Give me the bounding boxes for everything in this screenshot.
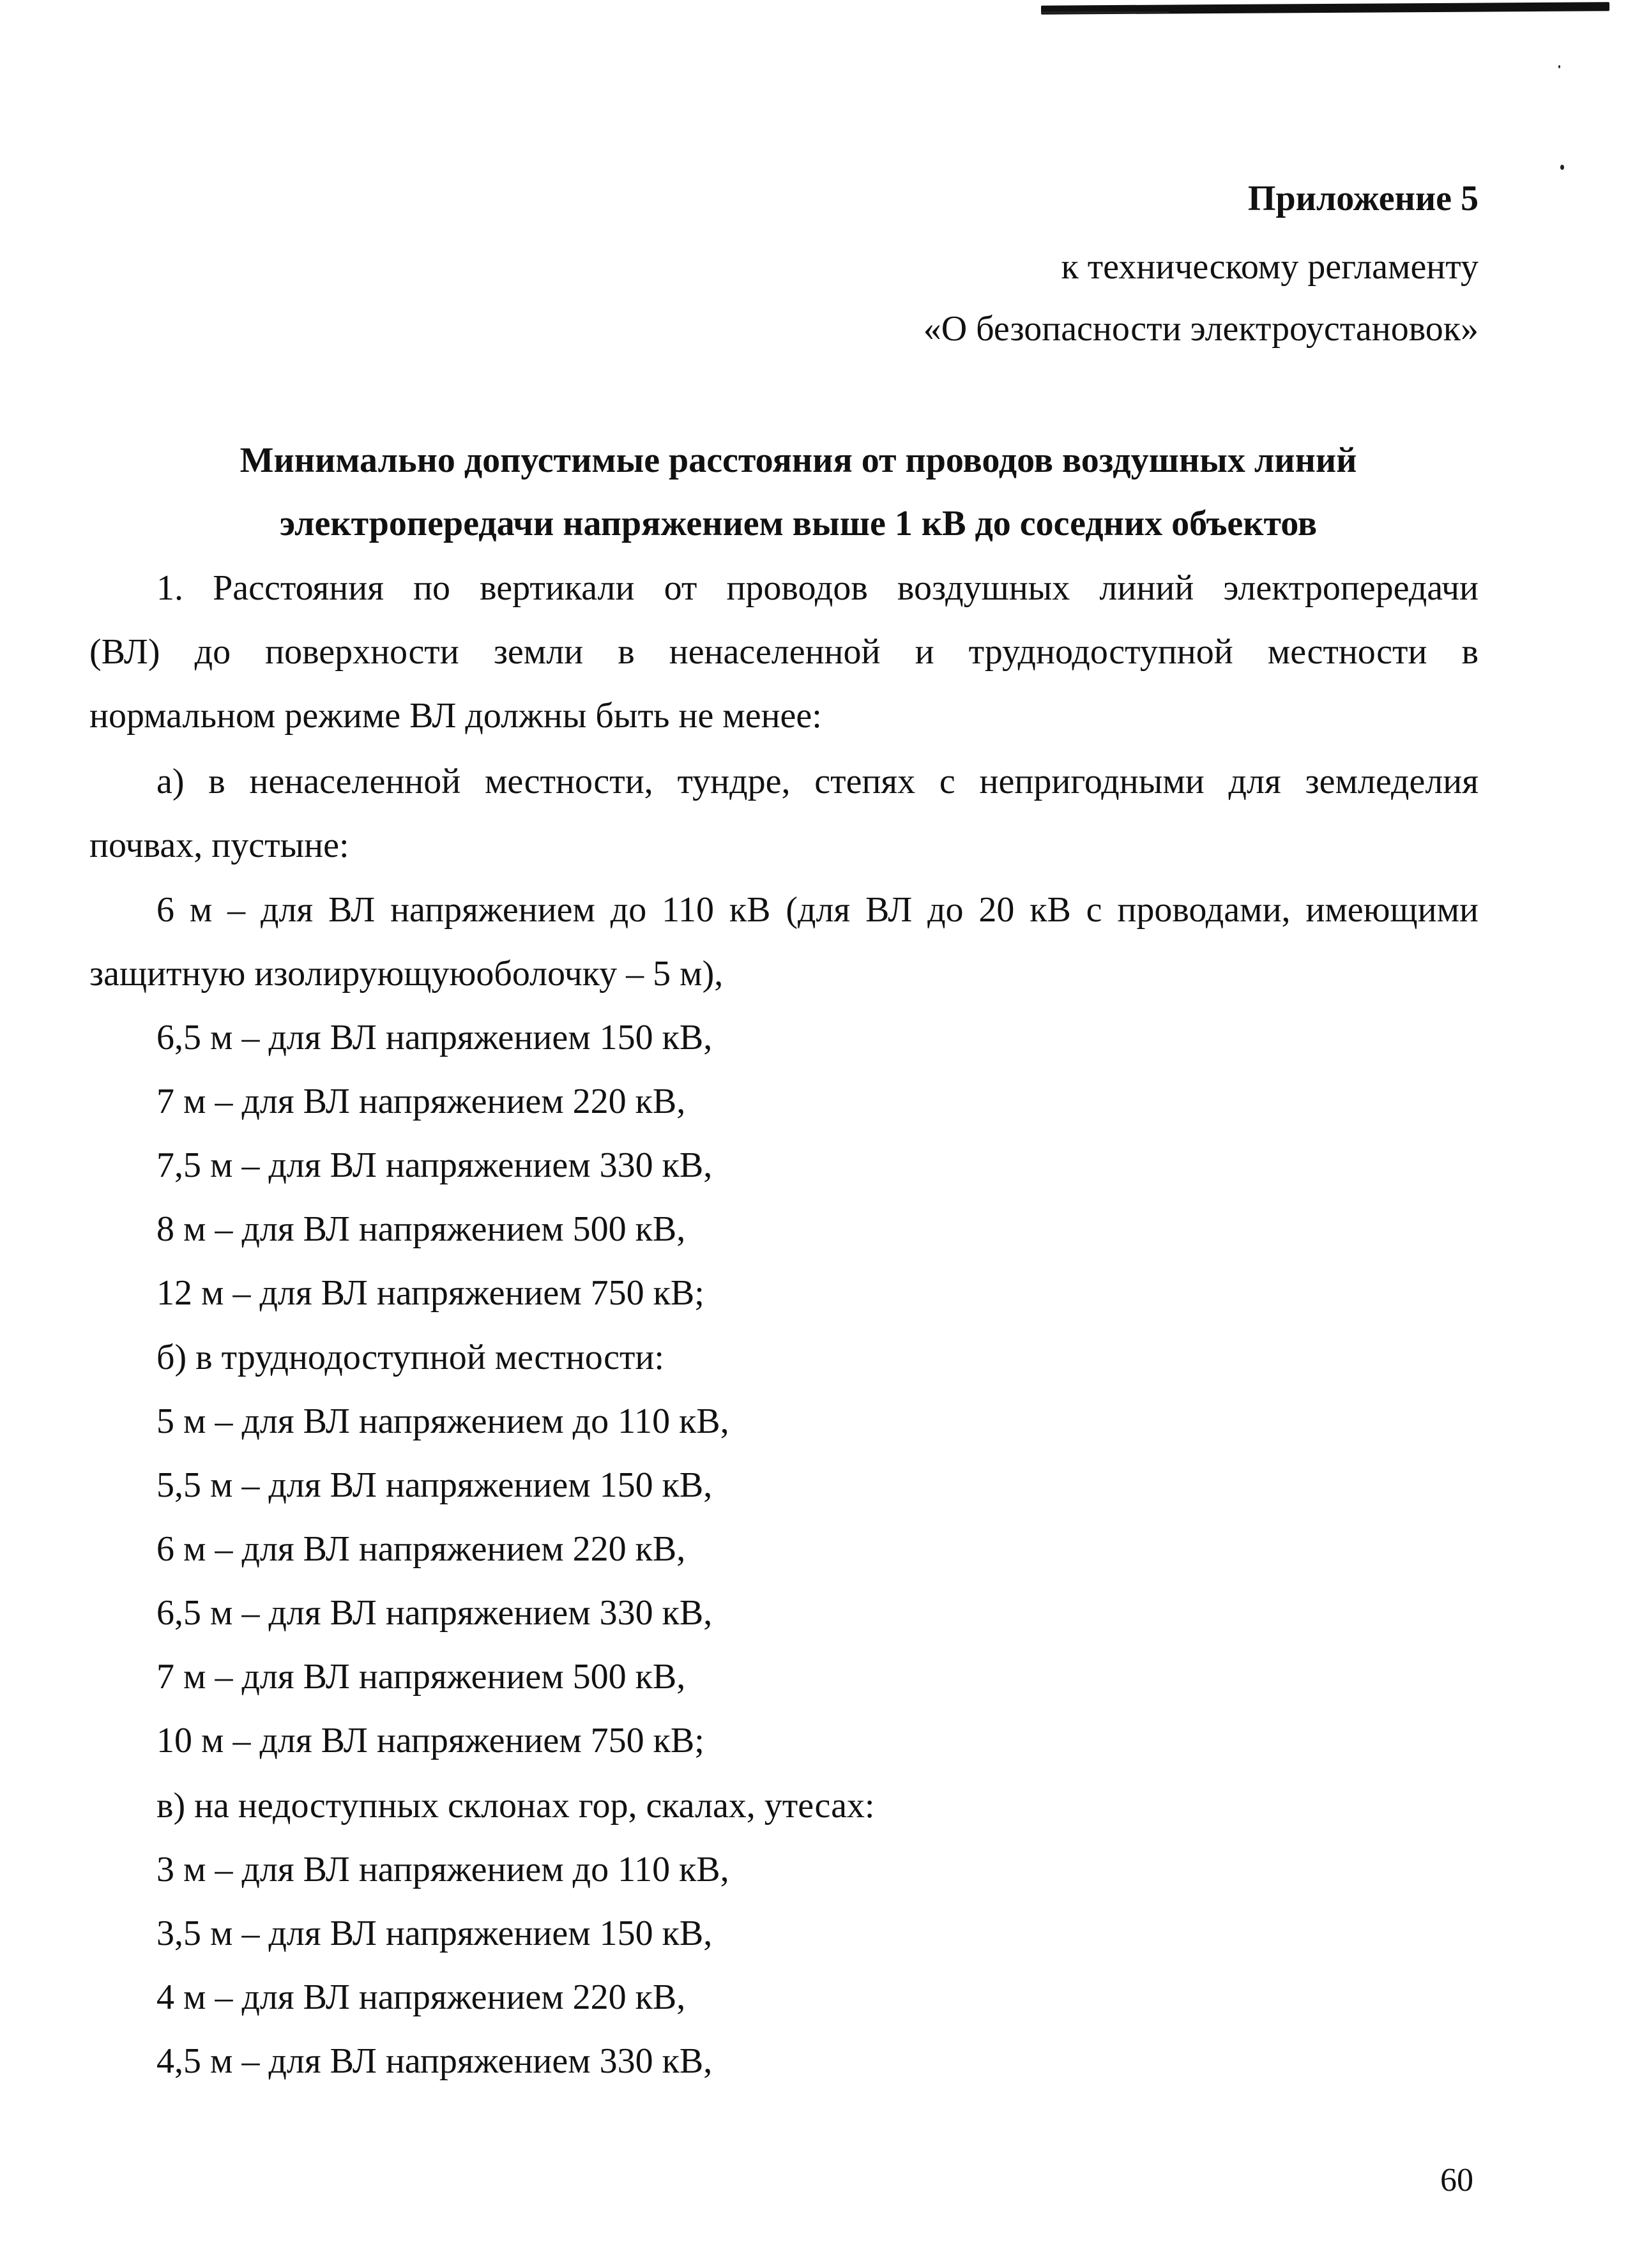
list-item: 3 м – для ВЛ напряжением до 110 кВ, bbox=[156, 1850, 729, 1889]
appendix-subtitle: к техническому регламенту bbox=[1061, 247, 1479, 287]
list-item: 7,5 м – для ВЛ напряжением 330 кВ, bbox=[156, 1145, 713, 1185]
list-item: 3,5 м – для ВЛ напряжением 150 кВ, bbox=[156, 1914, 713, 1953]
appendix-regulation-name: «О безопасности электроустановок» bbox=[923, 309, 1479, 349]
list-item: 8 м – для ВЛ напряжением 500 кВ, bbox=[156, 1209, 686, 1249]
list-item: 7 м – для ВЛ напряжением 500 кВ, bbox=[156, 1657, 686, 1697]
list-item: 6,5 м – для ВЛ напряжением 150 кВ, bbox=[156, 1018, 713, 1057]
subclause-a-line: а) в ненаселенной местности, тундре, степях с непригодными для земледелия bbox=[156, 762, 1479, 801]
list-item: защитную изолирующуюоболочку – 5 м), bbox=[89, 954, 724, 994]
list-item: 6,5 м – для ВЛ напряжением 330 кВ, bbox=[156, 1593, 713, 1633]
list-item: 6 м – для ВЛ напряжением до 110 кВ (для ВЛ до 20 кВ с проводами, имеющими bbox=[156, 890, 1479, 930]
scan-speck bbox=[1560, 165, 1564, 170]
list-item: 10 м – для ВЛ напряжением 750 кВ; bbox=[156, 1721, 704, 1760]
list-item: 7 м – для ВЛ напряжением 220 кВ, bbox=[156, 1082, 686, 1121]
list-item: 4,5 м – для ВЛ напряжением 330 кВ, bbox=[156, 2041, 713, 2081]
list-item: 5,5 м – для ВЛ напряжением 150 кВ, bbox=[156, 1465, 713, 1505]
list-item: 6 м – для ВЛ напряжением 220 кВ, bbox=[156, 1529, 686, 1569]
paragraph-1-line: (ВЛ) до поверхности земли в ненаселенной и труднодоступной местности в bbox=[89, 632, 1479, 672]
list-item: 5 м – для ВЛ напряжением до 110 кВ, bbox=[156, 1402, 729, 1441]
scan-speck bbox=[1558, 65, 1560, 68]
paragraph-1-line: нормальном режиме ВЛ должны быть не менее: bbox=[89, 696, 822, 736]
paragraph-1-line: 1. Расстояния по вертикали от проводов воздушных линий электропередачи bbox=[156, 568, 1479, 608]
subclause-c-heading: в) на недоступных склонах гор, скалах, утесах: bbox=[156, 1786, 875, 1826]
scan-edge-line bbox=[1041, 11, 1169, 13]
list-item: 4 м – для ВЛ напряжением 220 кВ, bbox=[156, 1977, 686, 2017]
document-title-line1: Минимально допустимые расстояния от проводов воздушных линий bbox=[240, 441, 1357, 480]
appendix-title: Приложение 5 bbox=[1247, 179, 1479, 218]
subclause-b-heading: б) в труднодоступной местности: bbox=[156, 1338, 664, 1377]
document-title-line2: электропередачи напряжением выше 1 кВ до соседних объектов bbox=[279, 504, 1318, 543]
list-item: 12 м – для ВЛ напряжением 750 кВ; bbox=[156, 1273, 704, 1313]
page-number: 60 bbox=[1440, 2162, 1473, 2198]
subclause-a-line: почвах, пустыне: bbox=[89, 826, 349, 865]
